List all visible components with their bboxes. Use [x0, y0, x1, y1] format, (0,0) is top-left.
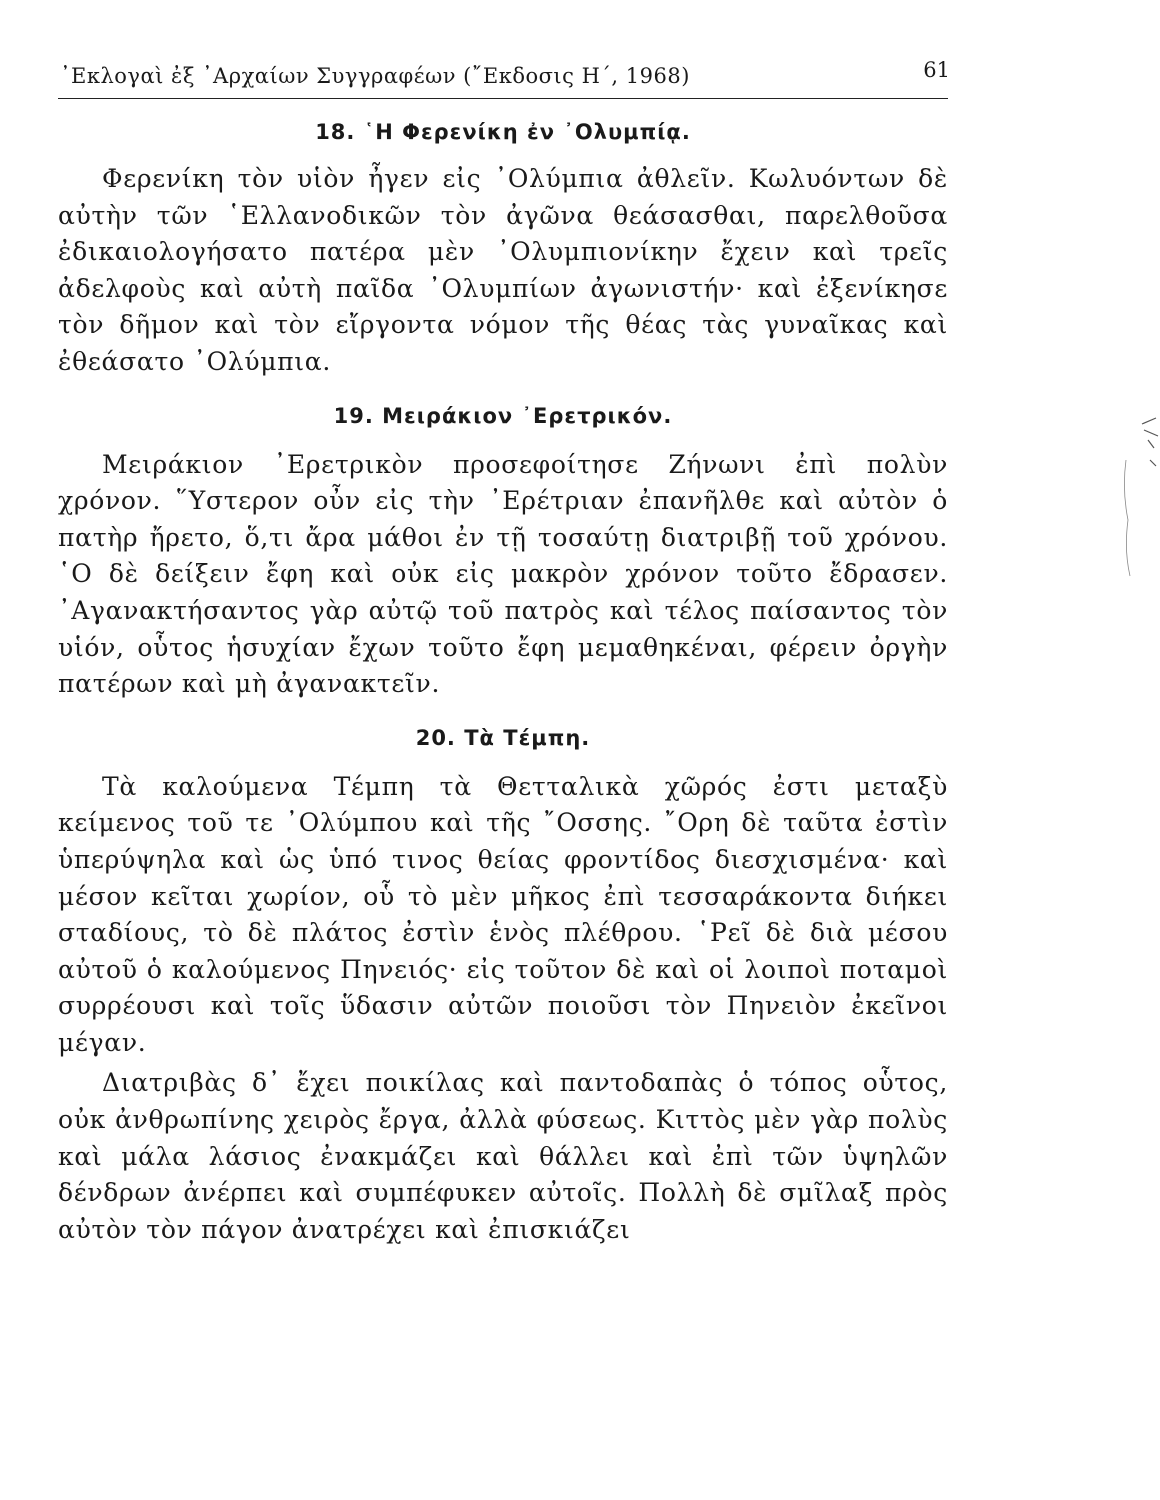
running-title: ᾿Εκλογαὶ ἐξ ᾿Αρχαίων Συγγραφέων (῎Εκδοσις Η΄, 1968): [60, 64, 690, 88]
section-paragraph: Τὰ καλούμενα Τέμπη τὰ Θετταλικὰ χῶρός ἐστι μεταξὺ κείμενος τοῦ τε ᾿Ολύμπου καὶ τῆς ῎Οσσης. ῎Ορη δὲ ταῦτα ἐστὶν ὑπερύψηλα καὶ ὡς ὑπό τινος θείας φροντίδος διεσχισμένα· καὶ μέσον κεῖται χωρίον, οὗ τὸ μὲν μῆκος ἐπὶ τεσσαράκοντα διήκει σταδίους, τὸ δὲ πλάτος ἐστὶν ἑνὸς πλέθρου. ῾Ρεῖ δὲ διὰ μέσου αὐτοῦ ὁ καλούμενος Πηνειός· εἰς τοῦτον δὲ καὶ οἱ λοιποὶ ποταμοὶ συρρέουσι καὶ τοῖς ὕδασιν αὐτῶν ποιοῦσι τὸν Πηνειὸν ἐκεῖνοι μέγαν.: [58, 771, 948, 1057]
section-18: [58, 115, 948, 381]
page-edge-mark: [1120, 400, 1160, 580]
page-number: 61: [923, 58, 950, 82]
section-19: [58, 399, 948, 703]
running-head: [58, 56, 948, 99]
book-page: [58, 56, 948, 1248]
section-heading: 18. ῾Η Φερενίκη ἐν ᾿Ολυμπίᾳ.: [315, 120, 691, 144]
section-20: [58, 721, 948, 1249]
section-paragraph: Διατριβὰς δ᾿ ἔχει ποικίλας καὶ παντοδαπὰς ὁ τόπος οὗτος, οὐκ ἀνθρωπίνης χειρὸς ἔργα, ἀλλὰ φύσεως. Κιττὸς μὲν γὰρ πολὺς καὶ μάλα λάσιος ἐνακμάζει καὶ θάλλει καὶ ἐπὶ τῶν ὑψηλῶν δένδρων ἀνέρπει καὶ συμπέφυκεν αὐτοῖς. Πολλὴ δὲ σμῖλαξ πρὸς αὐτὸν τὸν πάγον ἀνατρέχει καὶ ἐπισκιάζει: [58, 1068, 948, 1244]
section-heading: 20. Τὰ Τέμπη.: [415, 725, 591, 750]
section-paragraph: Φερενίκη τὸν υἱὸν ἦγεν εἰς ᾿Ολύμπια ἀθλεῖν. Κωλυόντων δὲ αὐτὴν τῶν ῾Ελλανοδικῶν τὸν ἀγῶνα θεάσασθαι, παρελθοῦσα ἐδικαιολογήσατο πατέρα μὲν ᾿Ολυμπιονίκην ἔχειν καὶ τρεῖς ἀδελφοὺς καὶ αὐτὴ παῖδα ᾿Ολυμπίων ἀγωνιστήν· καὶ ἐξενίκησε τὸν δῆμον καὶ τὸν εἴργοντα νόμον τῆς θέας τὰς γυναῖκας καὶ ἐθεάσατο ᾿Ολύμπια.: [58, 164, 948, 376]
section-heading: 19. Μειράκιον ᾿Ερετρικόν.: [333, 403, 673, 428]
section-paragraph: Μειράκιον ᾿Ερετρικὸν προσεφοίτησε Ζήνωνι ἐπὶ πολὺν χρόνον. ῞Υστερον οὖν εἰς τὴν ᾿Ερέτριαν ἐπανῆλθε καὶ αὐτὸν ὁ πατὴρ ἤρετο, ὅ,τι ἄρα μάθοι ἐν τῇ τοσαύτῃ διατριβῇ τοῦ χρόνου. ῾Ο δὲ δείξειν ἔφη καὶ οὐκ εἰς μακρὸν χρόνον τοῦτο ἔδρασεν. ᾿Αγανακτήσαντος γὰρ αὐτῷ τοῦ πατρὸς καὶ τέλος παίσαντος τὸν υἱόν, οὗτος ἡσυχίαν ἔχων τοῦτο ἔφη μεμαθηκέναι, φέρειν ὀργὴν πατέρων καὶ μὴ ἀγανακτεῖν.: [58, 449, 948, 699]
